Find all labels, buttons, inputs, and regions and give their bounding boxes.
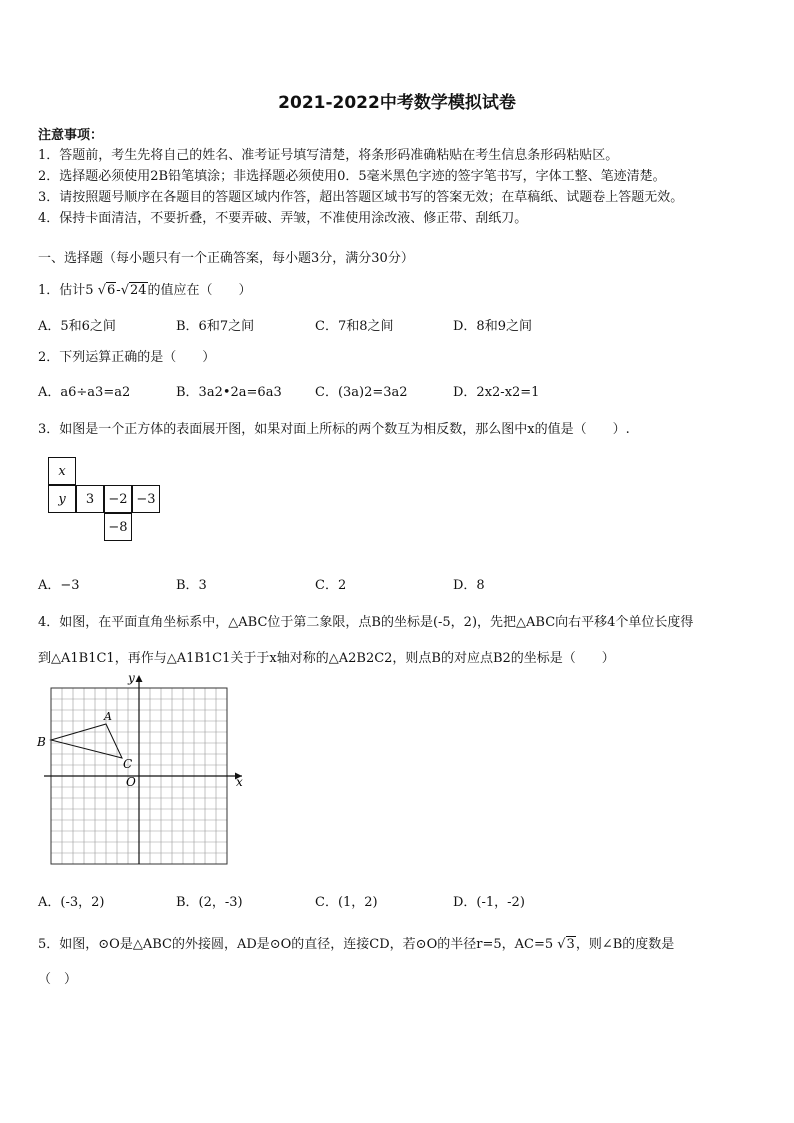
x-axis-label: x <box>236 775 243 789</box>
question-2-stem: 2．下列运算正确的是（ ） <box>38 350 216 365</box>
point-c-label: C <box>123 757 133 771</box>
triangle-abc <box>51 724 122 758</box>
cube-net-figure <box>48 457 168 549</box>
question-4-stem-line1: 4．如图，在平面直角坐标系中，△ABC位于第二象限，点B的坐标是(-5，2)，先把△ABC向右平移4个单位长度得 <box>38 615 694 630</box>
notice-item-4: 4．保持卡面清洁，不要折叠，不要弄破、弄皱，不准使用涂改液、修正带、刮纸刀。 <box>38 211 528 226</box>
question-5-stem: 5．如图，⊙O是△ABC的外接圆，AD是⊙O的直径，连接CD，若⊙O的半径r=5，AC=5 √3，则∠B的度数是 <box>38 937 675 952</box>
q4-option-b: B．(2，-3) <box>176 895 243 910</box>
net-cell-y: y <box>48 485 76 513</box>
q1-option-a: A．5和6之间 <box>38 319 116 334</box>
net-cell-x: x <box>48 457 76 485</box>
question-4-stem-line2: 到△A1B1C1，再作与△A1B1C1关于于x轴对称的△A2B2C2，则点B的对应点B2的坐标是（ ） <box>38 651 615 666</box>
notice-item-1: 1．答题前，考生先将自己的姓名、准考证号填写清楚，将条形码准确粘贴在考生信息条形码粘贴区。 <box>38 148 619 163</box>
q2-option-d: D．2x2-x2=1 <box>453 385 540 400</box>
notice-item-2: 2．选择题必须使用2B铅笔填涂；非选择题必须使用0．5毫米黑色字迹的签字笔书写，字体工整、笔迹清楚。 <box>38 169 666 184</box>
point-b-label: B <box>37 735 46 749</box>
q3-option-d: D．8 <box>453 578 485 593</box>
exam-title: 2021-2022中考数学模拟试卷 <box>278 93 516 113</box>
question-3-stem: 3．如图是一个正方体的表面展开图，如果对面上所标的两个数互为相反数，那么图中x的值是（ ）. <box>38 422 630 437</box>
q1-option-c: C．7和8之间 <box>315 319 394 334</box>
question-1-stem: 1．估计5 √6-√24的值应在（ ） <box>38 283 252 298</box>
q2-option-c: C．(3a)2=3a2 <box>315 385 408 400</box>
net-cell-3: 3 <box>76 485 104 513</box>
net-cell-neg2: −2 <box>104 485 132 513</box>
q1-option-d: D．8和9之间 <box>453 319 532 334</box>
q4-option-d: D．(-1，-2) <box>453 895 525 910</box>
net-cell-neg3: −3 <box>132 485 160 513</box>
q2-option-b: B．3a2•2a=6a3 <box>176 385 282 400</box>
q1-option-b: B．6和7之间 <box>176 319 255 334</box>
coordinate-grid-figure <box>34 672 254 872</box>
notice-heading: 注意事项： <box>38 128 104 143</box>
y-axis-label: y <box>128 672 135 685</box>
q3-option-a: A．−3 <box>38 578 80 593</box>
net-cell-neg8: −8 <box>104 513 132 541</box>
q4-option-c: C．(1，2) <box>315 895 378 910</box>
question-5-answer-paren: （ ） <box>38 972 78 987</box>
section-heading: 一、选择题（每小题只有一个正确答案，每小题3分，满分30分） <box>38 251 414 266</box>
origin-label: O <box>126 775 136 789</box>
q3-option-c: C．2 <box>315 578 347 593</box>
q4-option-a: A．(-3，2) <box>38 895 105 910</box>
q3-option-b: B．3 <box>176 578 207 593</box>
q2-option-a: A．a6÷a3=a2 <box>38 385 131 400</box>
notice-item-3: 3．请按照题号顺序在各题目的答题区域内作答，超出答题区域书写的答案无效；在草稿纸、试题卷上答题无效。 <box>38 190 684 205</box>
point-a-label: A <box>104 710 112 723</box>
